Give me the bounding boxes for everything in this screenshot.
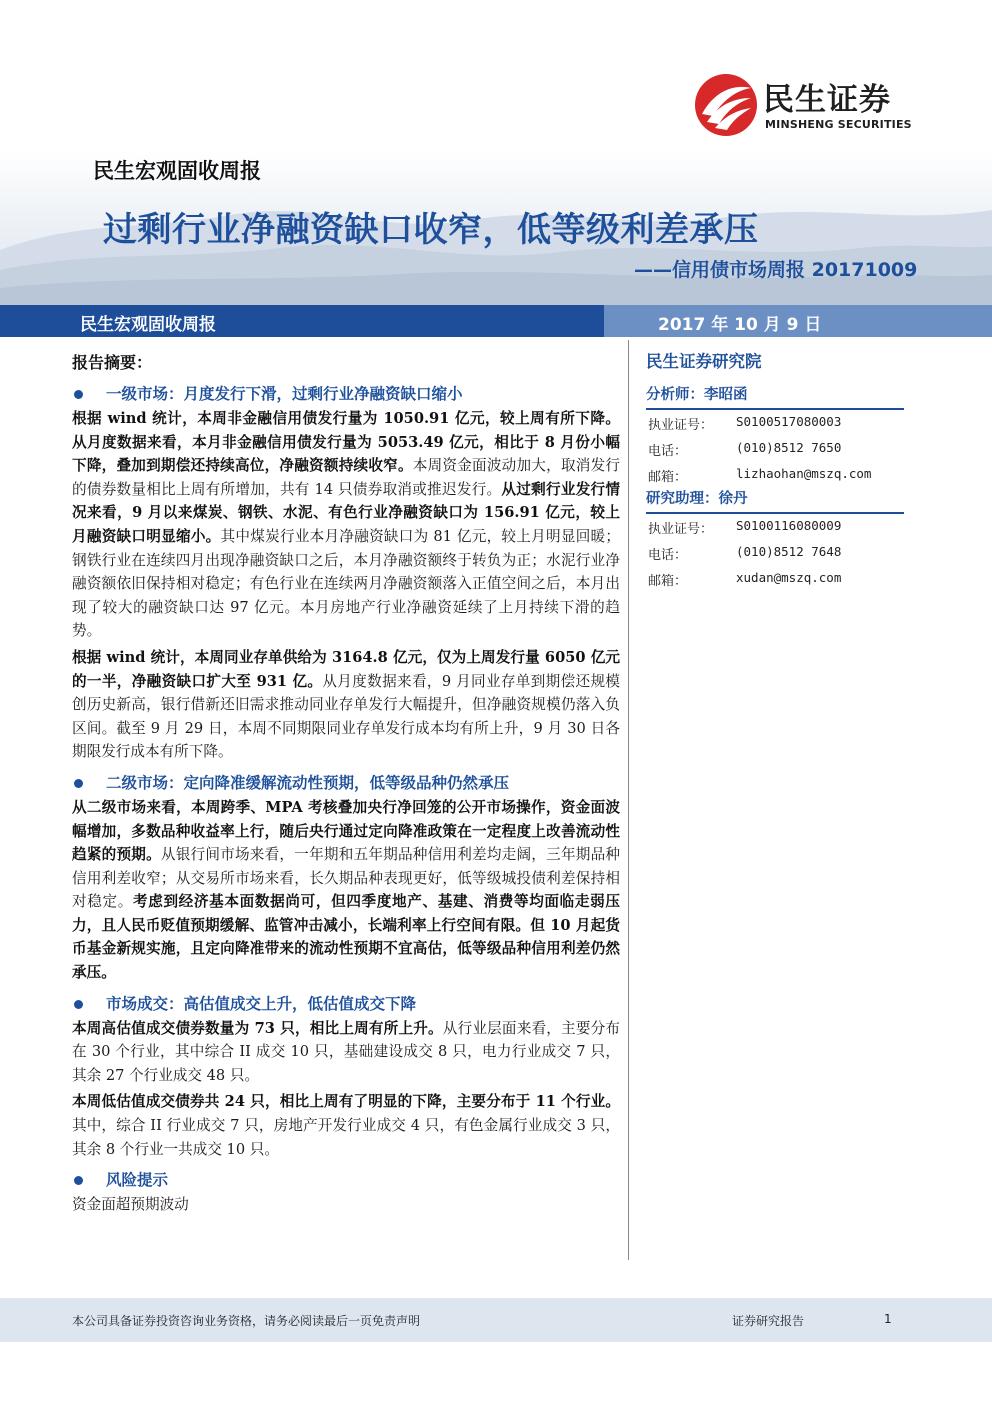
body-text: 资金面超预期波动 [72, 1196, 189, 1214]
info-label: 电话： [648, 444, 688, 459]
logo-english-name: MINSHENG SECURITIES [765, 118, 912, 131]
body-text: 本周资金面波动加大，取消发行的债券数量相比上周有所增加，共有 14 只债券取消或推迟发行。 [72, 457, 620, 498]
bullet-dot-icon [74, 1176, 83, 1185]
key-finding-text: 从二级市场来看，本周跨季、MPA 考核叠加央行净回笼的公开市场操作，资金面波幅增加，多数品种收益率上行，随后央行通过定向降准政策在一定程度上改善流动性趋紧的预期。 [72, 798, 620, 864]
key-finding-text: 本周高估值成交债券数量为 73 只，相比上周有所上升。 [72, 1019, 443, 1037]
bullet-dot-icon [74, 390, 83, 399]
band-label: 民生宏观固收周报 [80, 315, 216, 335]
minsheng-logo-icon [693, 72, 759, 138]
body-text: 其中煤炭行业本月净融资缺口为 81 亿元，较上月明显回暖；钢铁行业在连续四月出现净融资缺口之后，本月净融资额终于转负为正；水泥行业净融资额依旧保持相对稳定；有色行业在连续两月净融资额落入正值空间之后，本月出现了较大的融资缺口达 97 亿元。本月房地产行业净融资延续了上月持续下滑的趋势。 [72, 527, 620, 640]
column-divider [628, 340, 629, 1260]
body-text: 从行业层面来看，主要分布在 30 个行业，其中综合 II 成交 10 只，基础建设成交 8 只，电力行业成交 7 只，其余 27 个行业成交 48 只。 [72, 1019, 620, 1084]
analyst-info-row [646, 462, 908, 488]
body-text: 从银行间市场来看，一年期和五年期品种信用利差均走阔，三年期品种信用利差收窄；从交易所市场来看，长久期品种表现更好，低等级城投债利差保持相对稳定。 [72, 846, 620, 911]
key-finding-text: 根据 wind 统计，本周非金融信用债发行量为 1050.91 亿元，较上周有所下降。从月度数据来看，本月非金融信用债发行量为 5053.49 亿元，相比于 8 月份小幅下降，叠加到期偿还持续高位，净融资额持续收窄。 [72, 410, 620, 475]
bullet-dot-icon [74, 779, 83, 788]
analyst-info-row [646, 436, 908, 462]
section-heading [72, 1168, 620, 1192]
body-text: 其中，综合 II 行业成交 7 只，房地产开发行业成交 4 只，有色金属行业成交 3 只，其余 8 个行业一共成交 10 只。 [72, 1117, 620, 1158]
institute-name: 民生证券研究院 [646, 352, 762, 371]
info-value: (010)8512 7648 [736, 544, 842, 559]
key-finding-text: 从过剩行业发行情况来看，9 月以来煤炭、钢铁、水泥、有色行业净融资缺口为 156.91 亿元，较上月融资缺口明显缩小。 [72, 480, 620, 545]
analyst-info-row [646, 566, 908, 592]
section-heading-text: 二级市场：定向降准缓解流动性预期，低等级品种仍然承压 [106, 772, 510, 792]
info-value: S0100116080009 [736, 518, 842, 533]
info-label: 电话： [648, 548, 688, 563]
section-heading [72, 771, 620, 795]
info-label: 执业证号： [648, 522, 714, 537]
report-date: 2017 年 10 月 9 日 [658, 315, 822, 335]
logo-chinese-name: 民生证券 [763, 82, 891, 118]
abstract-paragraph [72, 1193, 620, 1217]
abstract-paragraph [72, 796, 620, 985]
abstract-column [72, 350, 620, 1220]
info-label: 邮箱： [648, 574, 688, 589]
page-number: 1 [884, 1312, 892, 1326]
abstract-sections [72, 382, 620, 1217]
footer-disclaimer: 本公司具备证券投资咨询业务资格，请务必阅读最后一页免责声明 [72, 1314, 421, 1328]
analyst-info-row [646, 410, 908, 436]
key-finding-text: 根据 wind 统计，本周同业存单供给为 3164.8 亿元，仅为上周发行量 6050 亿元的一半，净融资缺口扩大至 931 亿。 [72, 648, 620, 690]
abstract-paragraph [72, 1090, 620, 1161]
section-heading [72, 382, 620, 406]
section-heading [72, 992, 620, 1016]
key-finding-text: 考虑到经济基本面数据尚可，但四季度地产、基建、消费等均面临走弱压力，且人民币贬值预期缓解、监管冲击减小，长端利率上行空间有限。但 10 月起货币基金新规实施，且定向降准带来的流动性预期不宜高估，低等级品种信用利差仍然承压。 [72, 893, 620, 982]
abstract-title: 报告摘要： [72, 353, 153, 372]
section-heading-text: 一级市场：月度发行下滑，过剩行业净融资缺口缩小 [106, 384, 463, 403]
report-title: 过剩行业净融资缺口收窄，低等级利差承压 [103, 210, 759, 250]
info-value: xudan@mszq.com [736, 570, 842, 585]
report-subtitle: ——信用债市场周报 20171009 [634, 259, 918, 281]
analyst-name: 分析师：李昭函 [646, 386, 748, 403]
company-logo [693, 72, 925, 138]
info-label: 执业证号： [648, 418, 714, 433]
section-heading-text: 市场成交：高估值成交上升，低估值成交下降 [106, 993, 417, 1013]
analyst-info-row [646, 540, 908, 566]
info-value: (010)8512 7650 [736, 440, 842, 455]
footer-doc-type: 证券研究报告 [732, 1314, 805, 1328]
analyst-list [646, 384, 908, 592]
info-value: S0100517080003 [736, 414, 842, 429]
key-finding-text: 本周低估值成交债券共 24 只，相比上周有了明显的下降，主要分布于 11 个行业。 [72, 1093, 620, 1111]
abstract-paragraph [72, 646, 620, 764]
analyst-name: 研究助理：徐丹 [646, 490, 748, 507]
info-value: lizhaohan@mszq.com [736, 466, 872, 481]
info-label: 邮箱： [648, 470, 688, 485]
abstract-paragraph [72, 1017, 620, 1088]
series-title: 民生宏观固收周报 [93, 158, 261, 183]
body-text: 从月度数据来看，9 月同业存单到期偿还规模创历史新高，银行借新还旧需求推动同业存单发行大幅提升，但净融资规模仍落入负区间。截至 9 月 29 日，本周不同期限同业存单发行成本均有所上升，9 月 30 日各期限发行成本有所下降。 [72, 672, 620, 761]
bullet-dot-icon [74, 1000, 83, 1009]
abstract-paragraph [72, 407, 620, 643]
section-heading-text: 风险提示 [106, 1170, 169, 1190]
analyst-sidebar [646, 348, 908, 592]
analyst-info-row [646, 514, 908, 540]
